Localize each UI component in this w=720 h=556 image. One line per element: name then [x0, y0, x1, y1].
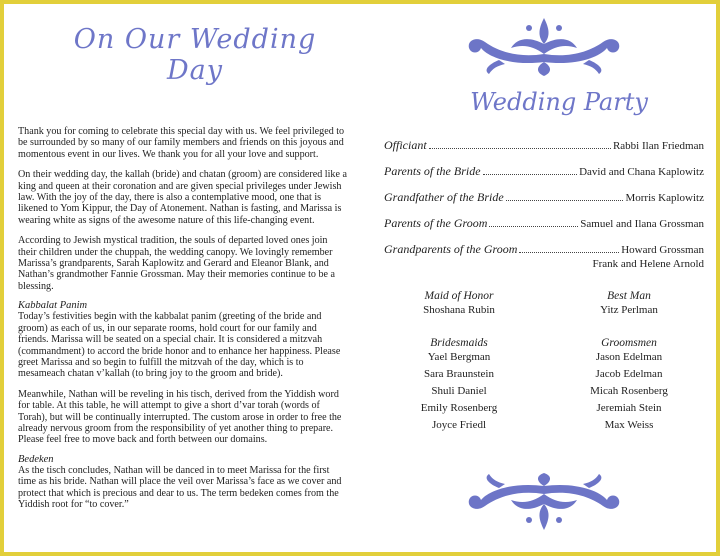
groomsman-name: Jacob Edelman [595, 368, 663, 380]
party-name: Morris Kaplowitz [625, 192, 704, 204]
best-man-name: Yitz Perlman [600, 304, 658, 316]
groomsmen-heading: Groomsmen [601, 337, 657, 349]
party-extra-name: Frank and Helene Arnold [592, 258, 704, 270]
party-row [384, 138, 704, 164]
wedding-party-title: Wedding Party [470, 88, 648, 116]
party-name: Howard Grossman [621, 244, 704, 256]
party-role: Officiant [384, 138, 427, 152]
party-role: Grandfather of the Bride [384, 190, 504, 204]
party-name: Samuel and Ilana Grossman [580, 218, 704, 230]
paragraph-kabbalat-panim: Today’s festivities begin with the kabbalat panim (greeting of the bride and groom) as each of us, in our separate rooms, hold court for our family and friends. Marissa will be seated on a special chair. It is considered a mitzvah (commandment) to accord the bride honor and to enhance her happiness. Please greet Marissa and so begin to fulfill the mitzvah of the day, which is to mesameach chatan v’kallah (to bring joy to the groom and bride). [18, 311, 341, 380]
bridesmaid-name: Joyce Friedl [431, 419, 487, 431]
maid-of-honor-name: Shoshana Rubin [423, 304, 495, 316]
paragraph-wedding-day: On their wedding day, the kallah (bride) and chatan (groom) are considered like a king and queen at their coronation and are given special privileges under Jewish law. With the joy of the day, there is also a contemplative mood, one that is likened to Yom Kippur, the Day of Atonement. Nathan is fasting, and Marissa is wearing white as signs of the awesome nature of this life-changing event. [18, 169, 347, 226]
bridesmaid-name: Sara Braunstein [424, 368, 494, 380]
bridesmaid-name: Shuli Daniel [431, 385, 487, 397]
wedding-party-list [384, 138, 704, 270]
bridesmaid-name: Emily Rosenberg [420, 402, 498, 414]
best-man-heading: Best Man [607, 290, 651, 302]
heading-kabbalat-panim: Kabbalat Panim [18, 300, 88, 312]
leader-dots [506, 192, 624, 201]
groom-side-column [554, 290, 704, 434]
flourish-top-ornament-icon [459, 14, 629, 78]
leader-dots [489, 218, 578, 227]
groomsman-name: Jason Edelman [595, 351, 663, 363]
party-name: Rabbi Ilan Friedman [612, 140, 704, 152]
groomsman-name: Micah Rosenberg [590, 385, 668, 397]
bridesmaid-name: Yael Bergman [427, 351, 491, 363]
groomsman-name: Jeremiah Stein [596, 402, 662, 414]
paragraph-welcome: Thank you for coming to celebrate this special day with us. We feel privileged to be surrounded by so many of our family members and friends on this joyous and momentous event in our lives. We thank you for all your love and support. [18, 126, 345, 160]
party-row [384, 190, 704, 216]
left-column [18, 24, 348, 510]
party-role: Grandparents of the Groom [384, 242, 518, 256]
left-title: On Our Wedding Day [73, 24, 317, 86]
party-name: David and Chana Kaplowitz [579, 166, 704, 178]
leader-dots [429, 140, 611, 149]
attendants [384, 290, 704, 434]
right-column [384, 14, 704, 434]
leader-dots [483, 166, 578, 175]
party-row [384, 216, 704, 242]
heading-bedeken: Bedeken [18, 453, 54, 465]
party-role: Parents of the Bride [384, 164, 481, 178]
leader-dots [519, 244, 619, 253]
paragraph-remembrance: According to Jewish mystical tradition, the souls of departed loved ones join their children under the chuppah, the wedding canopy. We lovingly remember Marissa’s grandparents, Sarah Kaplowitz and Gerard and Eleanor Blank, and Nathan’s grandmother Fannie Grossman. May their memories continue to be a blessing. [18, 235, 336, 292]
party-row [384, 164, 704, 190]
flourish-bottom-ornament-icon [459, 472, 629, 534]
groomsman-name: Max Weiss [604, 419, 654, 431]
maid-of-honor-heading: Maid of Honor [424, 290, 494, 302]
bride-side-column [384, 290, 534, 434]
bridesmaids-heading: Bridesmaids [430, 337, 488, 349]
party-role: Parents of the Groom [384, 216, 488, 230]
paragraph-tisch: Meanwhile, Nathan will be reveling in his tisch, derived from the Yiddish word for table. At this table, he will attempt to give a short d’var torah (words of Torah), but will be continually interrupted. The custom arose in order to free the already nervous groom from the responsibility of yet another thing to prepare. Please feel free to move back and forth between our domains. [18, 388, 342, 446]
paragraph-bedeken: As the tisch concludes, Nathan will be danced in to meet Marissa for the first time as his bride. Nathan will place the veil over Marissa’s face as we cover and protect that which is precious and dear to us. The term bedeken comes from the Yiddish root for “to cover.” [18, 464, 342, 510]
